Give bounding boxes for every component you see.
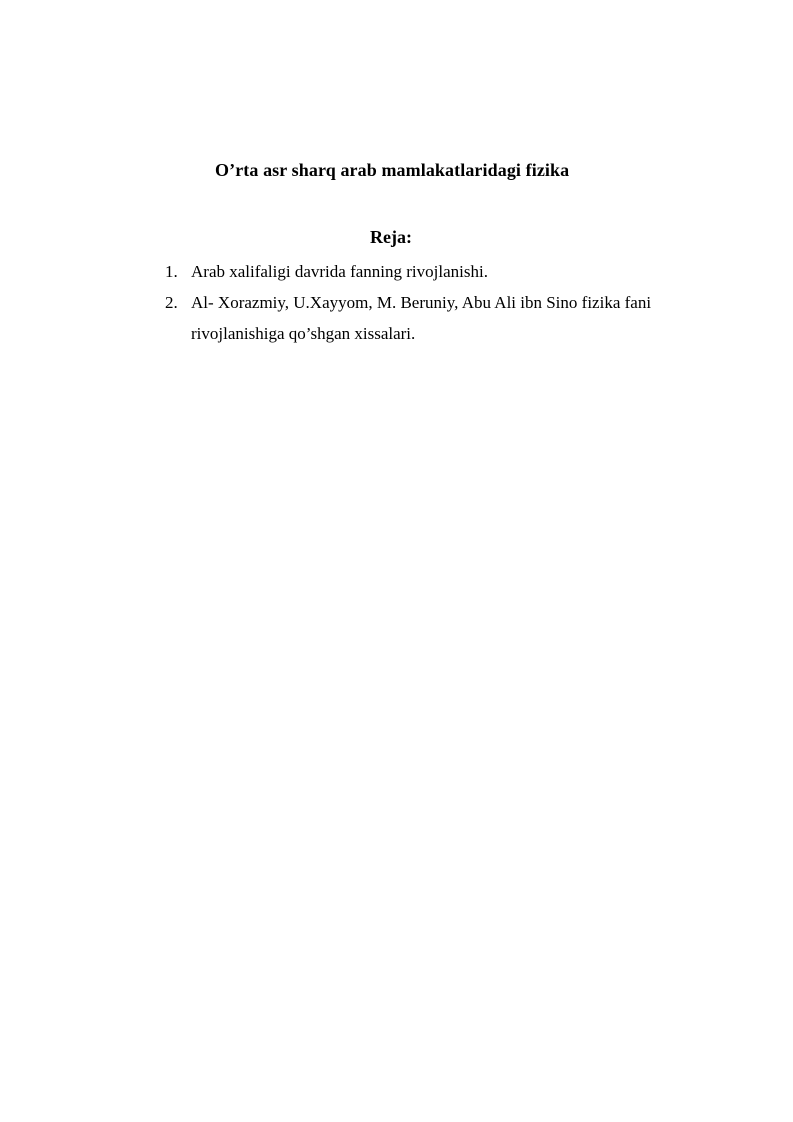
plan-list xyxy=(165,256,685,349)
plan-item-number: 2. xyxy=(165,293,178,312)
plan-item-number: 1. xyxy=(165,262,178,281)
plan-item xyxy=(165,256,685,287)
plan-item-text: Al- Xorazmiy, U.Xayyom, M. Beruniy, Abu Ali ibn Sino fizika fani rivojlanishiga qo’shgan xissalari. xyxy=(191,293,652,343)
plan-item-text: Arab xalifaligi davrida fanning rivojlanishi. xyxy=(191,262,488,281)
plan-item xyxy=(165,287,685,349)
document-title: O’rta asr sharq arab mamlakatlaridagi fizika xyxy=(215,160,570,180)
plan-heading: Reja: xyxy=(370,227,412,247)
